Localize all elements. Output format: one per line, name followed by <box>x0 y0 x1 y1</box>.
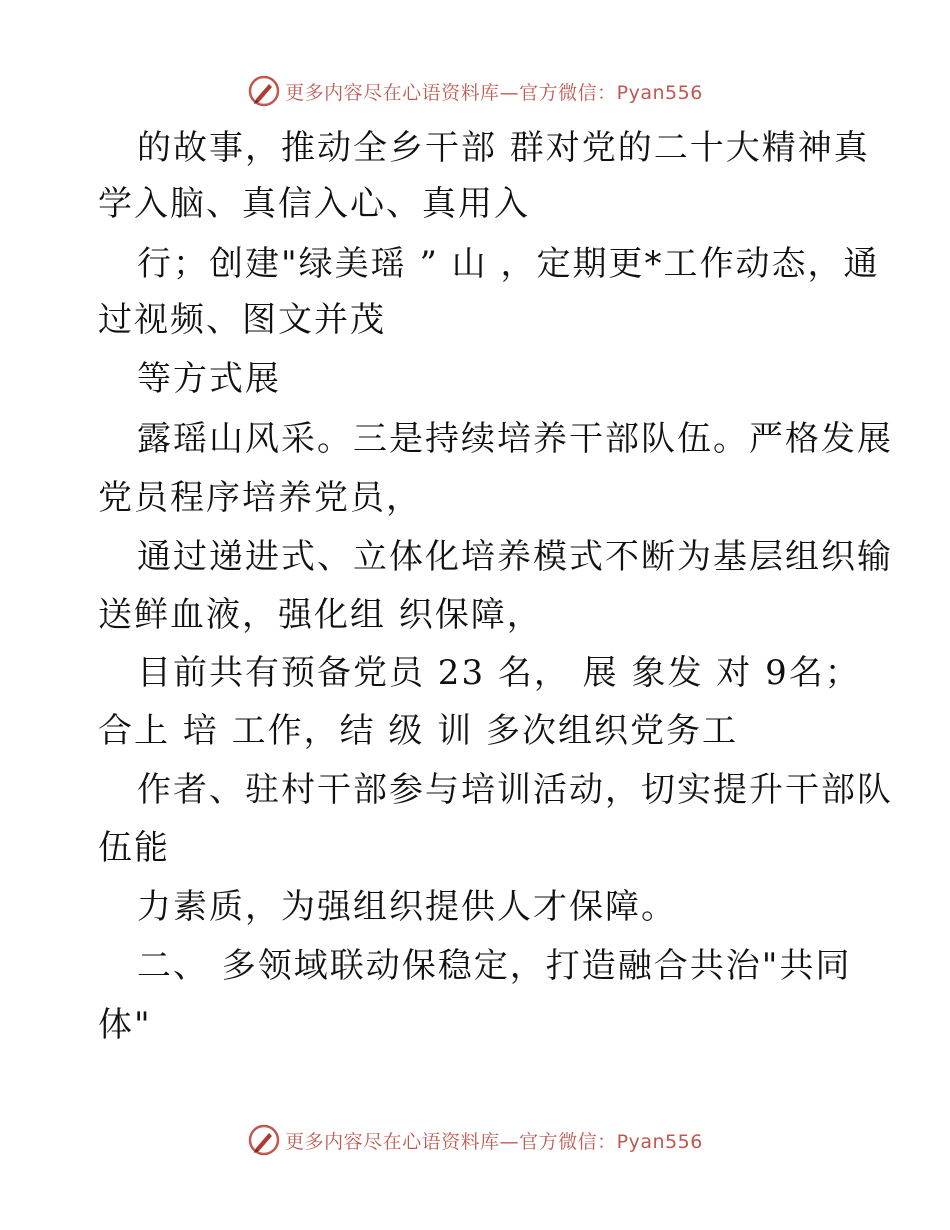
text-line: 行；创建"绿美瑶 ” 山 ，定期更*工作动态，通 <box>137 244 880 284</box>
text-line: 合上 培 工作，结 级 训 多次组织党务工 <box>98 711 739 751</box>
text-line: 目前共有预备党员 23 名， 展 象发 对 9名； <box>137 653 861 693</box>
text-line: 作者、驻村干部参与培训活动，切实提升干部队 <box>137 770 893 810</box>
banner-text <box>285 1127 703 1154</box>
text-line: 通过递进式、立体化培养模式不断为基层组织输 <box>137 537 893 577</box>
text-line: 伍能 <box>98 828 170 868</box>
text-line: 等方式展 <box>137 359 281 399</box>
banner-slogan: 更多内容尽在心语资料库—官方微信： <box>285 1130 617 1153</box>
pen-logo-icon <box>247 1123 281 1157</box>
text-line: 露瑶山风采。三是持续培养干部队伍。严格发展 <box>137 419 893 459</box>
wechat-handle: Pyan556 <box>616 81 703 104</box>
text-line: 过视频、图文并茂 <box>98 300 386 340</box>
text-line: 的故事，推动全乡干部 群对党的二十大精神真 <box>137 128 870 168</box>
text-line: 力素质，为强组织提供人才保障。 <box>137 887 677 927</box>
text-line: 体" <box>98 1005 152 1045</box>
banner-slogan: 更多内容尽在心语资料库—官方微信： <box>285 81 617 104</box>
footer-banner <box>0 1120 950 1160</box>
text-line: 党员程序培养党员， <box>98 478 422 518</box>
section-heading: 二、 多领域联动保稳定，打造融合共治"共同 <box>137 946 852 986</box>
text-line: 送鲜血液，强化组 织保障， <box>98 595 543 635</box>
wechat-handle: Pyan556 <box>616 1130 703 1153</box>
text-line: 学入脑、真信入心、真用入 <box>98 184 530 224</box>
